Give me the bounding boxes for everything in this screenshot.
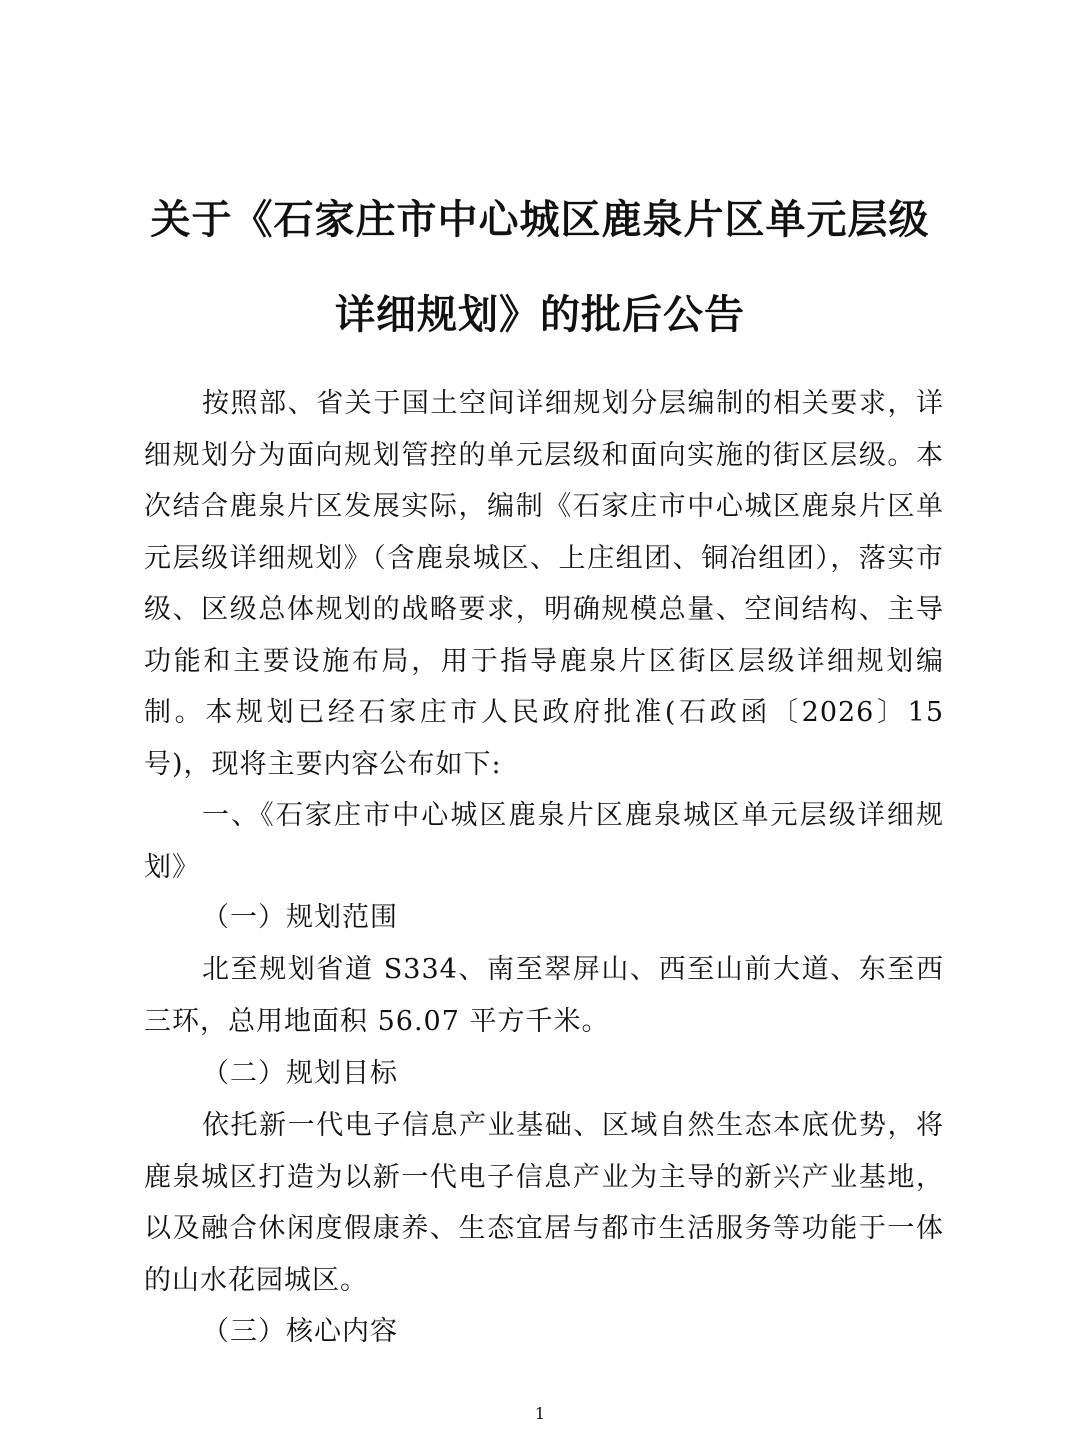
page-number: 1 — [534, 1404, 546, 1423]
goal-heading: （二）规划目标 — [202, 1058, 398, 1089]
goal-paragraph: 依托新一代电子信息产业基础、区域自然生态本底优势，将鹿泉城区打造为以新一代电子信息产业为主导的新兴产业基地，以及融合休闲度假康养、生态宜居与都市生活服务等功能于一体的山水花园城区。 — [144, 1110, 944, 1296]
intro-paragraph: 按照部、省关于国土空间详细规划分层编制的相关要求，详细规划分为面向规划管控的单元层级和面向实施的街区层级。本次结合鹿泉片区发展实际，编制《石家庄市中心城区鹿泉片区单元层级详细规划》（含鹿泉城区、上庄组团、铜冶组团），落实市级、区级总体规划的战略要求，明确规模总量、空间结构、主导功能和主要设施布局，用于指导鹿泉片区街区层级详细规划编制。本规划已经石家庄市人民政府批准(石政函〔2026〕15 号)，现将主要内容公布如下: — [144, 388, 944, 780]
core-heading: （三）核心内容 — [202, 1316, 398, 1347]
scope-paragraph: 北至规划省道 S334、南至翠屏山、西至山前大道、东至西三环，总用地面积 56.07 平方千米。 — [144, 954, 944, 1037]
document-title-line-2: 详细规划》的批后公告 — [335, 292, 745, 338]
section-1-heading: 一、《石家庄市中心城区鹿泉片区鹿泉城区单元层级详细规划》 — [144, 800, 944, 883]
scope-heading: （一）规划范围 — [202, 902, 398, 933]
document-title-line-1: 关于《石家庄市中心城区鹿泉片区单元层级 — [150, 197, 930, 243]
